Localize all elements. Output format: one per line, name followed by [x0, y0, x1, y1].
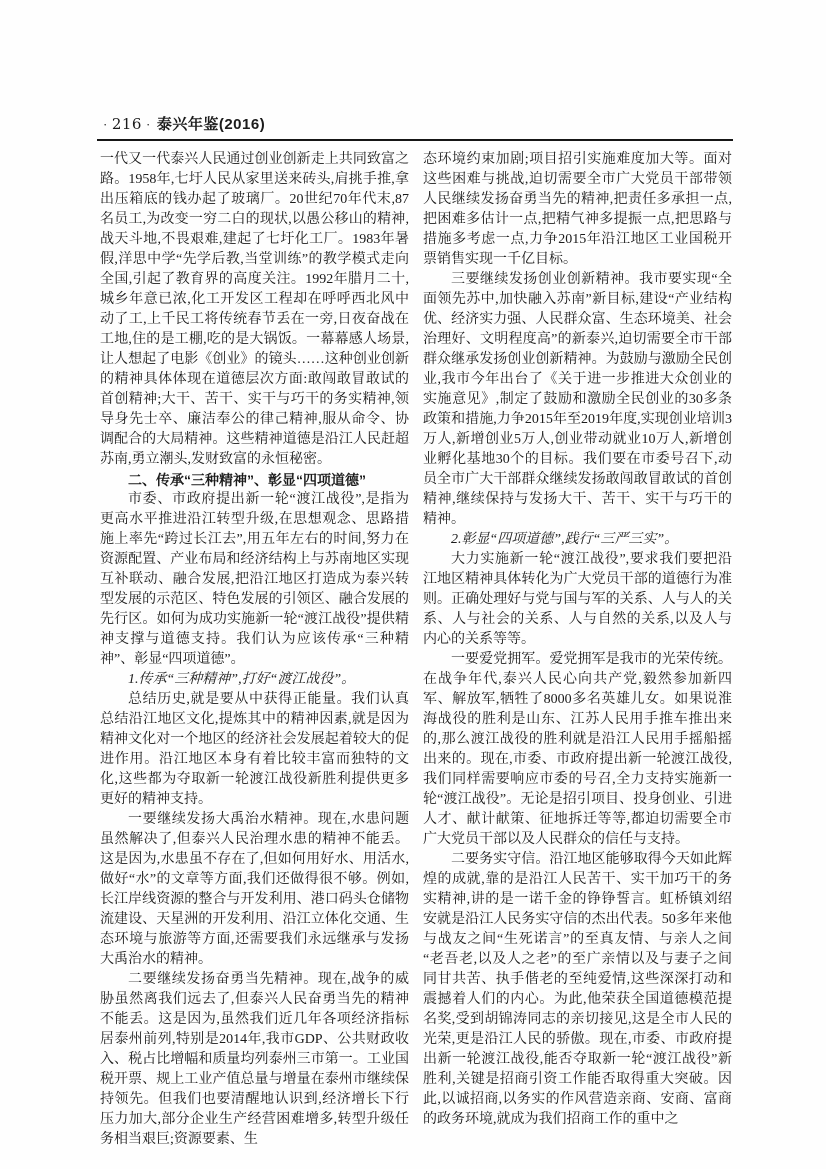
left-column [100, 150, 409, 1150]
section-heading: 二、传承“三种精神”、彰显“四项道德” [128, 472, 366, 488]
sub-heading: 1.传承“三种精神”,打好“渡江战役”。 [128, 672, 356, 687]
paragraph: 一要爱党拥军。爱党拥军是我市的光荣传统。在战争年代,泰兴人民心向共产党,毅然参加新四军、解放军,牺牲了8000多名英雄儿女。如果说淮海战役的胜利是山东、江苏人民用手推车推出来的,那么渡江战役的胜利就是沿江人民用手摇船摇出来的。现在,市委、市政府提出新一轮渡江战役,我们同样需要响应市委的号召,全力支持实施新一轮“渡江战役”。无论是招引项目、投身创业、引进人才、献计献策、征地拆迁等等,都迫切需要全市广大党员干部以及人民群众的信任与支持。 [423, 652, 732, 847]
paragraph: 三要继续发扬创业创新精神。我市要实现“全面领先苏中,加快融入苏南”新目标,建设“产业结构优、经济实力强、人民群众富、生态环境美、社会治理好、文明程度高”的新泰兴,迫切需要全市干部群众继承发扬创业创新精神。为鼓励与激励全民创业,我市今年出台了《关于进一步推进大众创业的实施意见》,制定了鼓励和激励全民创业的30多条政策和措施,力争2015年至2019年度,实现创业培训3万人,新增创业5万人,创业带动就业10万人,新增创业孵化基地30个的目标。我们要在市委号召下,动员全市广大干部群众继续发扬敢闯敢冒敢试的首创精神,继续保持与发扬大干、苦干、实干与巧干的精神。 [423, 272, 732, 527]
right-column [423, 150, 732, 1150]
page-number: 216 [111, 115, 142, 133]
header-divider [97, 139, 733, 141]
paragraph: 二要务实守信。沿江地区能够取得今天如此辉煌的成就,靠的是沿江人民苦干、实干加巧干的务实精神,讲的是一诺千金的铮铮誓言。虹桥镇刘绍安就是沿江人民务实守信的杰出代表。50多年来他与战友之间“生死诺言”的至真友情、与亲人之间“老吾老,以及人之老”的至广亲情以及与妻子之间同甘共苦、执手偕老的至纯爱情,这些深深打动和震撼着人们的内心。为此,他荣获全国道德模范提名奖,受到胡锦涛同志的亲切接见,这是全市人民的光荣,更是沿江人民的骄傲。现在,市委、市政府提出新一轮渡江战役,能否夺取新一轮“渡江战役”新胜利,关键是招商引资工作能否取得重大突破。因此,以诚招商,以务实的作风营造亲商、安商、富商的政务环境,就成为我们招商工作的重中之 [423, 852, 732, 1127]
sub-heading: 2.彰显“四项道德”,践行“三严三实”。 [451, 532, 679, 547]
header-dot-left: · [103, 117, 108, 132]
paragraph: 一要继续发扬大禹治水精神。现在,水患问题虽然解决了,但泰兴人民治理水患的精神不能丢。这是因为,水患虽不存在了,但如何用好水、用活水,做好“水”的文章等方面,我们还做得很不够。例如,长江岸线资源的整合与开发利用、港口码头仓储物流建设、天星洲的开发利用、沿江立体化交通、生态环境与旅游等方面,还需要我们永远继承与发扬大禹治水的精神。 [100, 812, 409, 967]
book-title: 泰兴年鉴(2016) [156, 116, 266, 133]
paragraph: 二要继续发扬奋勇当先精神。现在,战争的威胁虽然离我们远去了,但泰兴人民奋勇当先的精神不能丢。这是因为,虽然我们近几年各项经济指标居泰州前列,特别是2014年,我市GDP、公共财政收入、税占比增幅和质量均列泰州三市第一。工业国税开票、规上工业产值总量与增量在泰州市继续保持领先。但我们也要清醒地认识到,经济增长下行压力加大,部分企业生产经营困难增多,转型升级任务相当艰巨;资源要素、生 [100, 972, 409, 1147]
text-columns [100, 150, 732, 1150]
paragraph: 市委、市政府提出新一轮“渡江战役”,是指为更高水平推进沿江转型升级,在思想观念、思路措施上率先“跨过长江去”,用五年左右的时间,努力在资源配置、产业布局和经济结构上与苏南地区实现互补联动、融合发展,把沿江地区打造成为泰兴转型发展的示范区、特色发展的引领区、融合发展的先行区。如何为成功实施新一轮“渡江战役”提供精神支撑与道德支持。我们认为应该传承“三种精神”、彰显“四项道德”。 [100, 492, 409, 667]
header-dot-right: · [145, 117, 151, 132]
paragraph: 大力实施新一轮“渡江战役”,要求我们要把沿江地区精神具体转化为广大党员干部的道德行为准则。正确处理好与党与国与军的关系、人与人的关系、人与社会的关系、人与自然的关系,以及人与内心的关系等等。 [423, 552, 732, 647]
page-header [99, 113, 732, 134]
paragraph: 一代又一代泰兴人民通过创业创新走上共同致富之路。1958年,七圩人民从家里送来砖头,肩挑手推,拿出压箱底的钱办起了玻璃厂。20世纪70年代末,87名员工,为改变一穷二白的现状,以愚公移山的精神,战天斗地,不畏艰难,建起了七圩化工厂。1983年暑假,洋思中学“先学后教,当堂训练”的教学模式走向全国,引起了教育界的高度关注。1992年腊月二十,城乡年意已浓,化工开发区工程却在呼呼西北风中动了工,上千民工将传统春节丢在一旁,日夜奋战在工地,住的是工棚,吃的是大锅饭。一幕幕感人场景,让人想起了电影《创业》的镜头……这种创业创新的精神具体体现在道德层次方面:敢闯敢冒敢试的首创精神;大干、苦干、实干与巧干的务实精神,领导身先士卒、廉洁奉公的律己精神,服从命令、协调配合的大局精神。这些精神道德是沿江人民赶超苏南,勇立潮头,发财致富的永恒秘密。 [100, 152, 409, 467]
paragraph: 态环境约束加剧;项目招引实施难度加大等。面对这些困难与挑战,迫切需要全市广大党员干部带领人民继续发扬奋勇当先的精神,把责任多承担一点,把困难多估计一点,把精气神多提振一点,把思路与措施多考虑一点,力争2015年沿江地区工业国税开票销售实现一千亿目标。 [423, 152, 732, 267]
paragraph: 总结历史,就是要从中获得正能量。我们认真总结沿江地区文化,提炼其中的精神因素,就是因为精神文化对一个地区的经济社会发展起着较大的促进作用。沿江地区本身有着比较丰富而独特的文化,这些都为夺取新一轮渡江战役新胜利提供更多更好的精神支持。 [100, 692, 409, 807]
